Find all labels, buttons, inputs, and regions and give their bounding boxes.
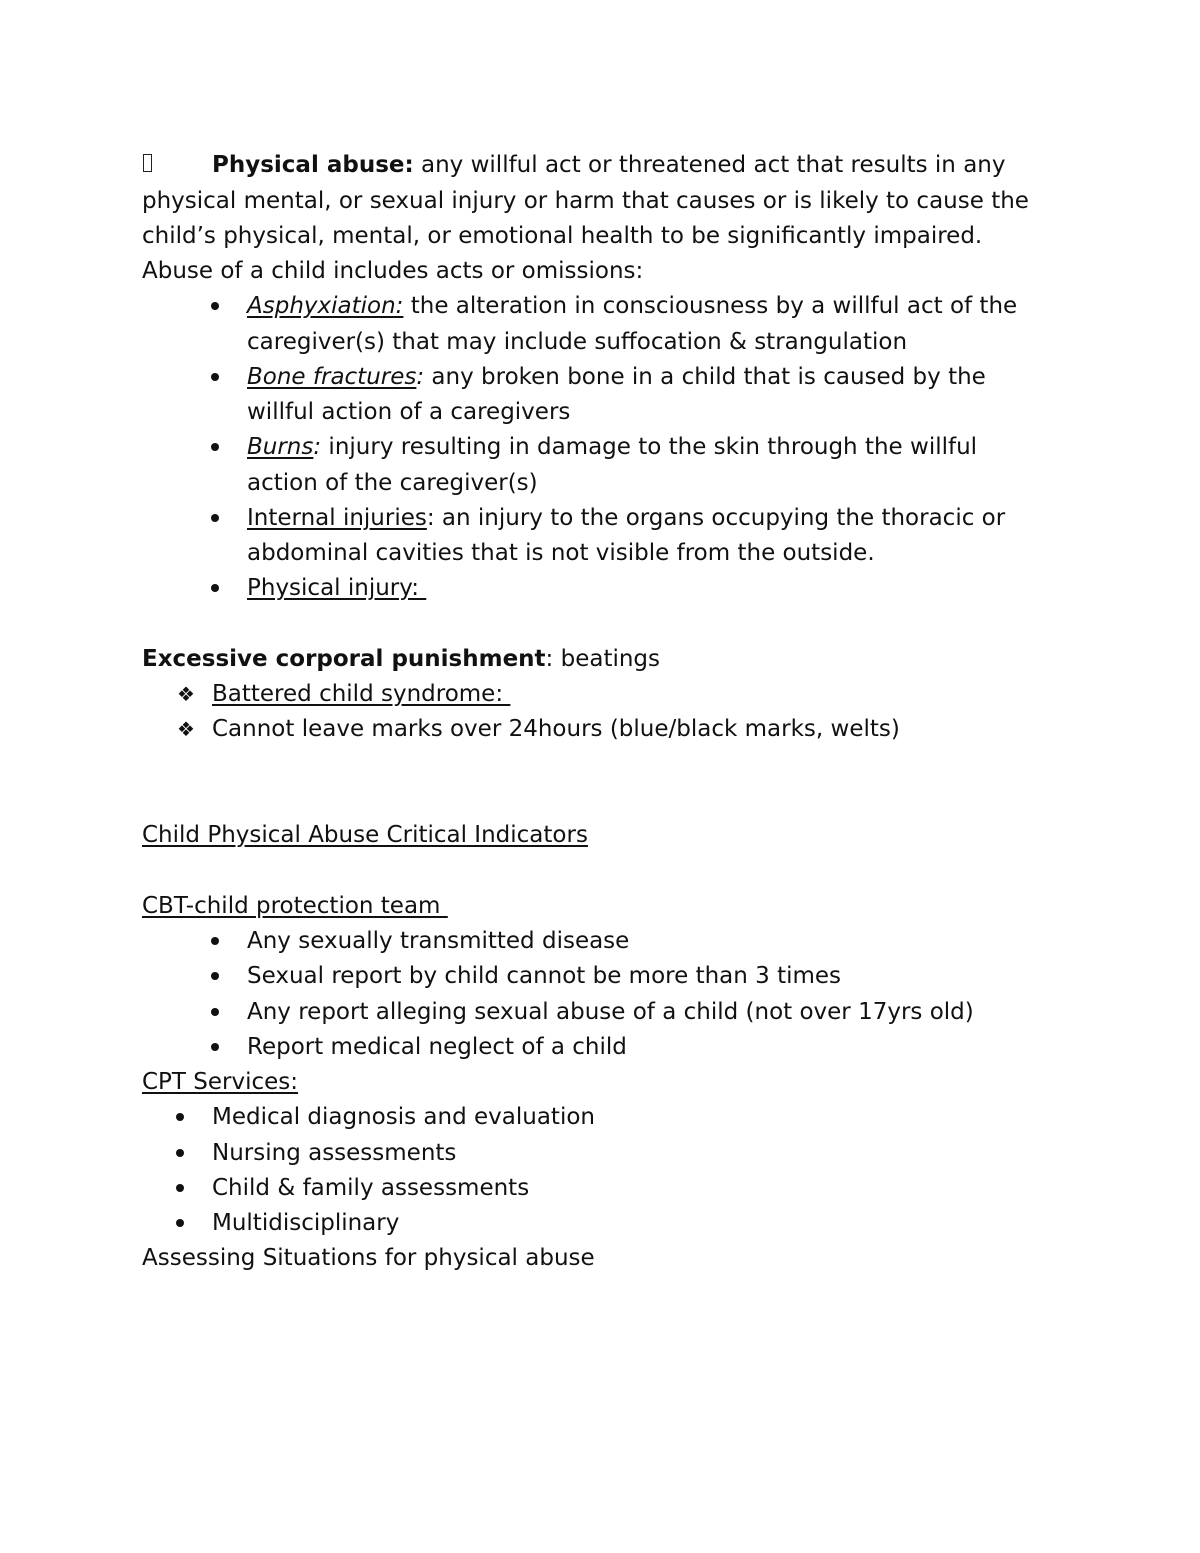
list-item: Physical injury: bbox=[247, 575, 427, 601]
list-item: Asphyxiation: the alteration in consciousness by a willful act of the bbox=[247, 293, 1018, 319]
section-heading: CPT Services: bbox=[142, 1069, 299, 1095]
bullet-icon bbox=[176, 1113, 184, 1121]
diamond-bullet-icon: ❖ bbox=[177, 717, 195, 741]
bullet-icon bbox=[211, 443, 219, 451]
list-item: Any report alleging sexual abuse of a child (not over 17yrs old) bbox=[247, 999, 974, 1025]
bullet-icon bbox=[211, 1008, 219, 1016]
section-heading: CBT-child protection team bbox=[142, 893, 448, 919]
section-heading: Child Physical Abuse Critical Indicators bbox=[142, 822, 588, 848]
bullet-icon bbox=[211, 972, 219, 980]
bullet-icon bbox=[176, 1219, 184, 1227]
missing-glyph-icon bbox=[143, 154, 152, 172]
list-item-continuation: willful action of a caregivers bbox=[247, 399, 571, 425]
list-item: Sexual report by child cannot be more than 3 times bbox=[247, 963, 842, 989]
bullet-icon bbox=[211, 514, 219, 522]
list-item: Nursing assessments bbox=[212, 1140, 457, 1166]
bullet-icon bbox=[211, 584, 219, 592]
list-item-continuation: caregiver(s) that may include suffocation & strangulation bbox=[247, 329, 908, 355]
bullet-icon bbox=[176, 1149, 184, 1157]
intro-line-2: physical mental, or sexual injury or harm that causes or is likely to cause the bbox=[142, 188, 1029, 214]
closing-line: Assessing Situations for physical abuse bbox=[142, 1245, 595, 1271]
list-item: Bone fractures: any broken bone in a child that is caused by the bbox=[247, 364, 986, 390]
list-item-continuation: abdominal cavities that is not visible from the outside. bbox=[247, 540, 875, 566]
intro-line-4: Abuse of a child includes acts or omissions: bbox=[142, 258, 644, 284]
intro-line-3: child’s physical, mental, or emotional health to be significantly impaired. bbox=[142, 223, 983, 249]
physical-abuse-term: Physical abuse: bbox=[212, 152, 414, 178]
bullet-icon bbox=[211, 1043, 219, 1051]
list-item: Medical diagnosis and evaluation bbox=[212, 1104, 595, 1130]
intro-line-1: Physical abuse: any willful act or threatened act that results in any bbox=[212, 152, 1006, 178]
bullet-icon bbox=[211, 373, 219, 381]
list-item-continuation: action of the caregiver(s) bbox=[247, 470, 538, 496]
bullet-icon bbox=[211, 302, 219, 310]
list-item: Battered child syndrome: bbox=[212, 681, 511, 707]
diamond-bullet-icon: ❖ bbox=[177, 682, 195, 706]
list-item: Child & family assessments bbox=[212, 1175, 530, 1201]
list-item: Cannot leave marks over 24hours (blue/black marks, welts) bbox=[212, 716, 900, 742]
punishment-line: Excessive corporal punishment: beatings bbox=[142, 646, 661, 672]
bullet-icon bbox=[176, 1184, 184, 1192]
list-item: Burns: injury resulting in damage to the skin through the willful bbox=[247, 434, 978, 460]
list-item: Multidisciplinary bbox=[212, 1210, 400, 1236]
list-item: Internal injuries: an injury to the organs occupying the thoracic or bbox=[247, 505, 1006, 531]
list-item: Any sexually transmitted disease bbox=[247, 928, 630, 954]
bullet-icon bbox=[211, 937, 219, 945]
list-item: Report medical neglect of a child bbox=[247, 1034, 627, 1060]
